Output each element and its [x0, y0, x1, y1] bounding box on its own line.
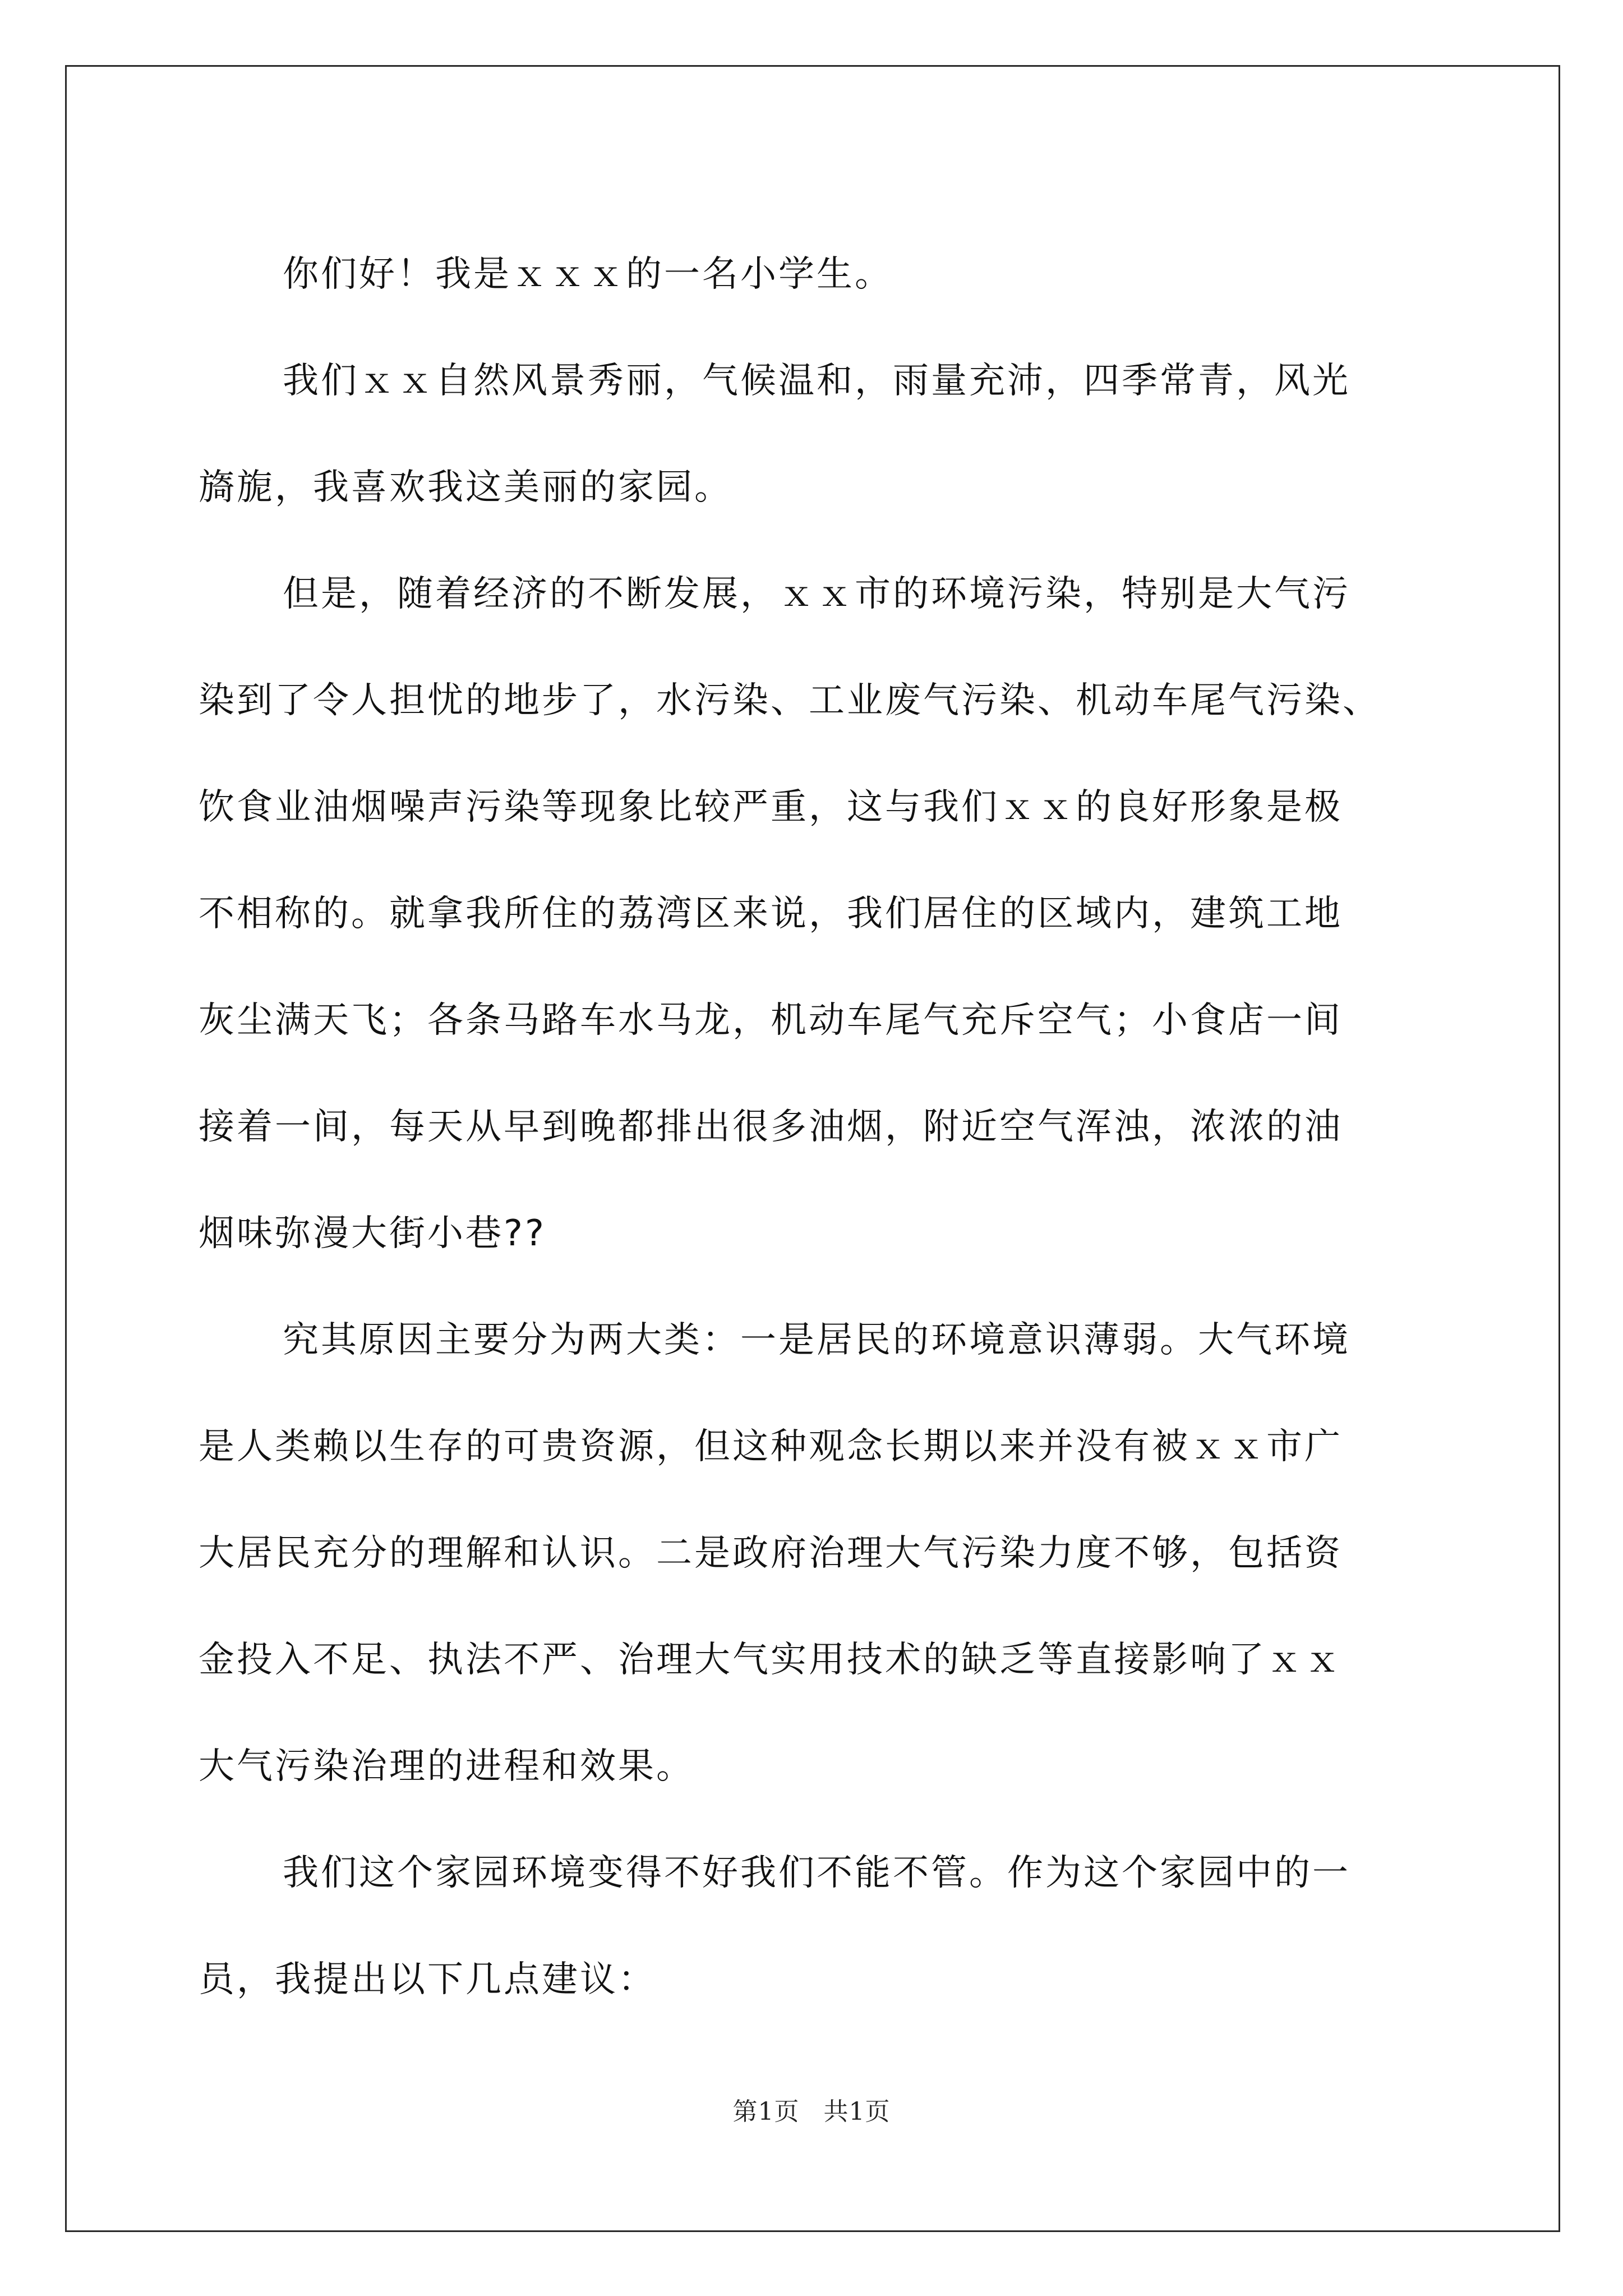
text-line: 我们这个家园环境变得不好我们不能不管。作为这个家园中的一 — [283, 1852, 1350, 1894]
page-total: 共1页 — [823, 2097, 891, 2126]
text-line: 是人类赖以生存的可贵资源，但这种观念长期以来并没有被ｘｘ市广 — [199, 1426, 1343, 1467]
text-line: 染到了令人担忧的地步了，水污染、工业废气污染、机动车尾气污染、 — [199, 680, 1381, 721]
page-footer — [0, 2091, 1623, 2127]
text-line: 究其原因主要分为两大类：一是居民的环境意识薄弱。大气环境 — [283, 1319, 1350, 1361]
text-line: 金投入不足、执法不严、治理大气实用技术的缺乏等直接影响了ｘｘ — [199, 1639, 1343, 1681]
paragraph-scenery — [199, 328, 1432, 541]
text-line: 我们ｘｘ自然风景秀丽，气候温和，雨量充沛，四季常青，风光 — [283, 360, 1350, 402]
document-body — [199, 221, 1432, 2033]
text-line: 灰尘满天飞；各条马路车水马龙，机动车尾气充斥空气；小食店一间 — [199, 1000, 1343, 1041]
text-line: 员，我提出以下几点建议： — [199, 1959, 656, 2000]
text-line: 你们好！我是ｘｘｘ的一名小学生。 — [283, 254, 893, 295]
page-number: 第1页 — [732, 2097, 800, 2126]
paragraph-pollution — [199, 541, 1432, 1287]
text-line: 大居民充分的理解和认识。二是政府治理大气污染力度不够，包括资 — [199, 1533, 1343, 1574]
text-line: 旖旎，我喜欢我这美丽的家园。 — [199, 467, 732, 508]
text-line: 大气污染治理的进程和效果。 — [199, 1746, 694, 1787]
text-line: 烟味弥漫大街小巷?? — [199, 1213, 546, 1254]
paragraph-greeting — [199, 221, 1432, 328]
text-line: 不相称的。就拿我所住的荔湾区来说，我们居住的区域内，建筑工地 — [199, 893, 1343, 935]
paragraph-causes — [199, 1287, 1432, 1820]
paragraph-suggestions — [199, 1820, 1432, 2033]
text-line: 饮食业油烟噪声污染等现象比较严重，这与我们ｘｘ的良好形象是极 — [199, 786, 1343, 828]
text-line: 接着一间，每天从早到晚都排出很多油烟，附近空气浑浊，浓浓的油 — [199, 1106, 1343, 1148]
text-line: 但是，随着经济的不断发展，ｘｘ市的环境污染，特别是大气污 — [283, 573, 1350, 615]
